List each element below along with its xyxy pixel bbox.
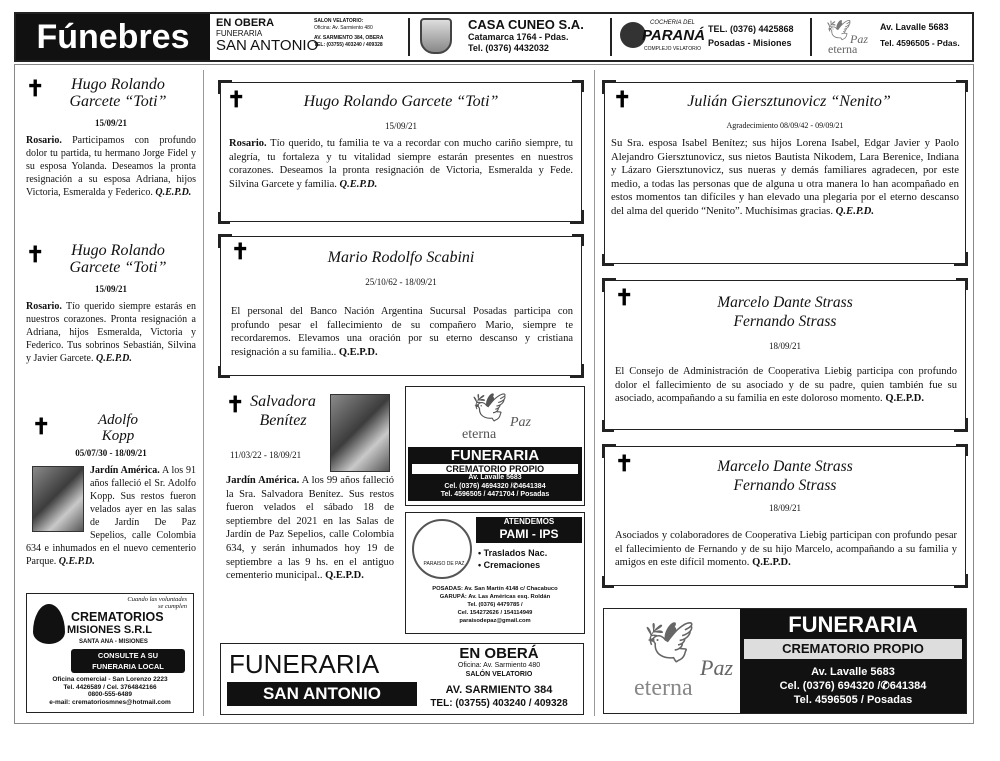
obituary-benitez (226, 392, 394, 583)
qepd: Q.E.P.D. (58, 556, 95, 567)
ad-text: PAMI - IPS (499, 527, 559, 541)
obituary-text (26, 134, 196, 199)
section-title: Fúnebres (16, 14, 210, 60)
ad-text: Paz (850, 32, 868, 46)
ad-text: Oficina: Av. Sarmiento 480 (457, 662, 541, 669)
paraiso-logo-icon (412, 519, 472, 579)
name-line: Fernando Strass (733, 313, 837, 330)
dates: Agradecimiento 08/09/42 - 09/09/21 (726, 121, 844, 130)
message: Asociados y colaboradores de Cooperativa Liebig participan con profundo pesar el fallecimiento de Fernando y de su hijo Marcelo, acompañando a su familia y amigos en este difícil momento. (615, 530, 957, 569)
obituary-text (615, 529, 957, 570)
qepd: Q.E.P.D. (338, 346, 378, 358)
ad-text: paraisodepaz@gmail.com (459, 618, 531, 624)
cross-icon: ✝ (226, 392, 245, 417)
deceased-name: Hugo Rolando Garcete “Toti” (303, 93, 499, 110)
ad-text: MISIONES S.R.L (67, 624, 152, 636)
shield-icon (420, 18, 452, 54)
deceased-name: Mario Rodolfo Scabini (327, 249, 475, 266)
deceased-name (605, 457, 965, 495)
ad-text: Catamarca 1764 - Pdas. (468, 32, 569, 42)
lead: Jardín América. (90, 465, 160, 476)
obituary-garcete-1 (26, 76, 196, 199)
ad-text: Oficina: Av. Sarmiento 480 (314, 24, 373, 31)
ad-text: Av. Lavalle 5683 (811, 666, 895, 678)
ad-text: Cel. 154272626 / 154114949 (457, 610, 533, 616)
ad-text: Cel. (0376) 4694320 /✆4641384 (444, 482, 546, 490)
deceased-photo (32, 466, 84, 532)
obituary-text (226, 474, 394, 583)
ad-text: Paz (700, 655, 733, 680)
ad-casa-cuneo (468, 18, 608, 54)
dove-icon: 🕊 (826, 20, 852, 42)
obituary-kopp (26, 412, 196, 568)
dove-icon: 🕊 (644, 621, 695, 665)
deceased-name (605, 293, 965, 331)
ad-text: Tel. 4596505 / 4471704 / Posadas (440, 491, 550, 498)
divider (408, 18, 410, 56)
ad-text: Tel. 4596505 - Pdas. (880, 38, 960, 48)
ad-text: Cremaciones (483, 560, 541, 570)
ad-text: eterna (462, 427, 497, 442)
ad-text: Av. Lavalle 5683 (880, 22, 949, 32)
ad-text: SAN ANTONIO (216, 37, 319, 54)
cross-icon: ✝ (231, 239, 250, 264)
ad-paz-eterna-header (816, 16, 974, 58)
name-line: Adolfo (98, 412, 138, 428)
lead: Jardín América. (226, 475, 300, 486)
ad-crematorios-misiones (26, 593, 194, 713)
message: Tío querido, tu familia te va a recordar con mucho cariño siempre, tu alegría, tu fortaleza y tu vitalidad siempre estarán presentes en nuestros corazones. Deseamos la pronta resignación de Victoria, Esmeralda y Fede. Silvina Garcete y familia. (229, 138, 574, 190)
dates: 18/09/21 (768, 341, 801, 351)
obituary-scabini (220, 236, 582, 376)
ad-text: FUNERARIA (216, 29, 263, 38)
name-line: Salvadora (250, 393, 316, 410)
cta-badge (71, 649, 185, 673)
deceased-name (26, 76, 196, 110)
ad-text: Tel. (0376) 4432032 (468, 43, 549, 53)
dates: 11/03/22 - 18/09/21 (230, 450, 302, 460)
name-line: Hugo Rolando (71, 76, 165, 93)
cross-icon: ✝ (613, 87, 632, 112)
ad-text: SAN ANTONIO (227, 682, 417, 706)
message: A los 99 años falleció la Sra. Salvadora Benítez. Sus restos fueron velados el sábado 18 de septiembre del 2021 en las Salas de Jardín de Paz Sepelios, calle Colombia 634, y serán inhumados hoy 19 de septiembre a las 9 hs. en el antiguo cementerio municipal.. (226, 475, 394, 582)
lead: Rosario. (229, 138, 267, 149)
dates: 15/09/21 (384, 121, 417, 131)
name-line: Fernando Strass (733, 477, 837, 494)
ad-text: Tel. 4426589 / Cel. 3764842166 (63, 683, 157, 691)
obituary-garcete-3 (220, 82, 582, 222)
ad-paz-eterna-column (405, 386, 585, 506)
ad-paz-eterna-large (603, 608, 967, 714)
name-line: Marcelo Dante Strass (717, 458, 853, 475)
ad-text: EN OBERÁ (459, 645, 539, 662)
ad-text: EN OBERA (216, 17, 275, 29)
ad-text: FUNERARIA LOCAL (92, 662, 164, 671)
obituary-giersztunovicz (604, 82, 966, 264)
column-divider (594, 70, 595, 716)
ad-text: GARUPÁ: Av. Las Américas esq. Roldán (439, 594, 551, 600)
ad-text: COCHERIA DEL (650, 20, 695, 26)
obituary-text (611, 137, 959, 219)
ad-text: AV. SARMIENTO 384, OBERA (314, 35, 384, 41)
ad-text: eterna (828, 42, 858, 56)
dates: 15/09/21 (94, 118, 127, 128)
deceased-name: Julián Giersztunovicz “Nenito” (687, 93, 891, 110)
cross-icon: ✝ (615, 285, 634, 310)
ad-text: CONSULTE A SU (97, 651, 159, 660)
cross-icon: ✝ (26, 76, 45, 101)
qepd: Q.E.P.D. (835, 204, 875, 217)
divider (810, 18, 812, 56)
deceased-photo (330, 394, 390, 472)
cross-icon: ✝ (32, 414, 51, 439)
ad-text: CREMATORIO PROPIO (412, 464, 578, 474)
cross-icon: ✝ (26, 242, 45, 267)
column-divider (203, 70, 204, 716)
ad-text: TEL: (03755) 403240 / 409328 (314, 41, 383, 48)
ad-text: eterna (634, 675, 693, 701)
qepd: Q.E.P.D. (885, 393, 925, 405)
ad-text: CASA CUNEO S.A. (468, 17, 584, 32)
ad-text: SALON VELATORIO: (314, 18, 364, 24)
ad-text: ATENDEMOS (503, 517, 555, 526)
name-line: Benítez (259, 412, 307, 429)
dates: 25/10/62 - 18/09/21 (365, 277, 437, 287)
dove-icon: 🕊 (472, 392, 508, 423)
ad-funeraria-san-antonio (220, 643, 584, 715)
name-line: Garcete “Toti” (69, 93, 167, 110)
ad-text: COMPLEJO VELATORIO (644, 46, 702, 52)
ad-text: Posadas - Misiones (708, 38, 792, 48)
ad-cocheria-parana (616, 18, 808, 56)
ad-text: Av. Lavalle 5683 (468, 474, 522, 481)
flame-icon (33, 604, 65, 644)
ad-text: se cumplen (157, 603, 187, 610)
message: El personal del Banco Nación Argentina Sucursal Posadas participa con profundo pesar el fallecimiento de su compañero Mario, siempre te recordaremos. Elevamos una oración por su eterno descanso y cristiana resignación a su familia.. (231, 306, 573, 358)
name-line: Marcelo Dante Strass (717, 294, 853, 311)
ad-text: AV. SARMIENTO 384 (445, 684, 553, 696)
ad-text: FUNERARIA (229, 649, 380, 679)
ad-text: POSADAS: Av. San Martín 4148 c/ Chacabuco (432, 586, 558, 592)
message: El Consejo de Administración de Cooperativa Liebig participa con profundo dolor el fallecimiento de su asociado y de su padre, quien también fue su asociado, acompañando a su familia en este doloroso momento. (615, 366, 957, 405)
message: A los 91 años falleció el Sr. Adolfo Kopp. Sus restos fueron velados ayer en las salas de Jardín De Paz Sepelios, calle Colombia 634 e inhumados en el nuevo cementerio Parque. (26, 465, 196, 567)
obituary-text (615, 365, 957, 406)
ad-text: Cel. (0376) 694320 /✆641384 (779, 680, 927, 692)
dates: 05/07/30 - 18/09/21 (75, 448, 147, 458)
ad-text: Tel. 4596505 / Posadas (793, 694, 913, 706)
obituary-strass-2 (604, 446, 966, 586)
ad-text: TEL: (03755) 403240 / 409328 (430, 698, 568, 709)
ad-text: TEL. (0376) 4425868 (708, 24, 794, 34)
lead: Rosario. (26, 301, 62, 312)
ad-text: Oficina comercial - San Lorenzo 2223 (52, 676, 168, 683)
qepd: Q.E.P.D. (155, 187, 192, 198)
cross-icon: ✝ (227, 87, 246, 112)
ad-text: Traslados Nac. (483, 548, 548, 558)
divider (610, 18, 612, 56)
qepd: Q.E.P.D. (95, 353, 132, 364)
ad-text: Paz (510, 415, 531, 430)
ad-san-antonio-header (216, 18, 406, 56)
dates: 15/09/21 (94, 284, 127, 294)
ad-text: PARAISO DE PAZ (423, 561, 465, 567)
lead: Rosario. (26, 135, 62, 146)
name-line: Kopp (101, 428, 135, 444)
name-line: Hugo Rolando (71, 242, 165, 259)
deceased-name (26, 412, 196, 444)
ad-text: FUNERARIA (450, 447, 540, 464)
ad-text: Tel. (0376) 4479785 / (467, 602, 523, 608)
obituary-strass-1 (604, 280, 966, 430)
qepd: Q.E.P.D. (752, 557, 791, 569)
ad-text: Cuando las voluntades (127, 596, 187, 603)
message: Participamos con profundo dolor tu partida, tu hermano Jorge Fidel y su esposa Yolanda. Deseamos la pronta resignación a su esposa Adriana, hijos Victoria, Esmeralda y Federico. (26, 135, 196, 198)
ad-text: SANTA ANA - MISIONES (79, 639, 148, 645)
obituary-text (229, 137, 573, 191)
cross-icon: ✝ (615, 451, 634, 476)
ad-text: PARANÁ (642, 27, 706, 44)
ad-text: CREMATORIOS (71, 610, 164, 624)
qepd: Q.E.P.D. (325, 570, 364, 582)
obituary-text (231, 305, 573, 359)
ad-text: e-mail: crematoriosmnes@hotmail.com (49, 698, 171, 706)
message: Tío querido siempre estarás en nuestros corazones. Pronta resignación a Adriana, hijos Esmeralda, Victoria y Federico. Tus sobrinos Sebastián, Silvina y Javier Garcete. (26, 301, 196, 364)
ad-text: CREMATORIO PROPIO (744, 639, 962, 659)
ad-text: 0800-555-6489 (87, 691, 133, 699)
dates: 18/09/21 (768, 503, 801, 513)
obituary-garcete-2 (26, 242, 196, 365)
ad-text: SALÓN VELATORIO (465, 671, 533, 678)
obituary-text (26, 300, 196, 365)
ad-text: FUNERARIA (788, 612, 918, 637)
deceased-name (26, 242, 196, 276)
header-bar (14, 12, 974, 62)
qepd: Q.E.P.D. (339, 178, 378, 190)
ad-paraiso-de-paz: PARAISO DE PAZ ATENDEMOS PAMI - IPS • Traslados Nac. • Cremaciones POSADAS: Av. San Martín 4148 c/ Chacabuco GARUPÁ: Av. Las Américas esq. Roldán Tel. (0376) 4479785 / Cel. 154272626 / 154114949 paraisodepaz@gmail.com (405, 512, 585, 634)
name-line: Garcete “Toti” (69, 259, 167, 276)
message: Su Sra. esposa Isabel Benítez; sus hijos Lorena Isabel, Edgar Javier y Paolo Alejandro Giersztunovicz, sus nietos Bautista Nikodem, Lara Berenice, Indiana y Lázaro Giersztunovicz, sus nueras y demás familiares agradecen, por este medio, a todas las personas que de alguna u otra manera lo han acompañado en estos momentos tan difíciles y han elevado una plegaria por el eterno descanso del alma del querido “Nenito”. Muchísimas gracias. (611, 137, 959, 217)
